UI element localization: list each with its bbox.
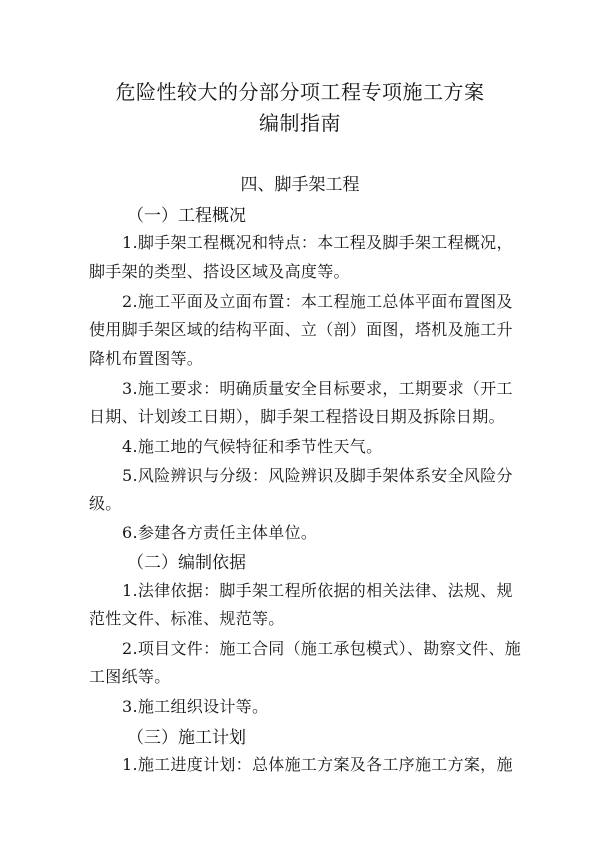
paragraph-line: 降机布置图等。 bbox=[89, 349, 204, 368]
paragraph-line: 6.参建各方责任主体单位。 bbox=[122, 523, 318, 542]
subsection-heading-basis: （二）编制依据 bbox=[127, 553, 246, 573]
document-title-line-2: 编制指南 bbox=[259, 111, 341, 135]
paragraph-line: 1.脚手架工程概况和特点：本工程及脚手架工程概况， bbox=[122, 233, 513, 252]
subsection-heading-plan: （三）施工计划 bbox=[127, 728, 246, 748]
paragraph-line: 工图纸等。 bbox=[89, 667, 171, 686]
paragraph-line: 脚手架的类型、搭设区域及高度等。 bbox=[89, 262, 350, 281]
paragraph-line: 3.施工要求：明确质量安全目标要求，工期要求（开工 bbox=[122, 379, 513, 398]
paragraph-line: 1.法律依据：脚手架工程所依据的相关法律、法规、规 bbox=[122, 581, 513, 600]
paragraph-line: 4.施工地的气候特征和季节性天气。 bbox=[122, 437, 383, 456]
paragraph-line: 级。 bbox=[89, 494, 122, 513]
paragraph-line: 2.项目文件：施工合同（施工承包模式）、勘察文件、施 bbox=[122, 639, 522, 658]
section-heading: 四、脚手架工程 bbox=[240, 175, 360, 195]
subsection-heading-overview: （一）工程概况 bbox=[127, 206, 246, 226]
paragraph-line: 1.施工进度计划：总体施工方案及各工序施工方案，施 bbox=[122, 755, 513, 774]
paragraph-line: 范性文件、标准、规范等。 bbox=[89, 609, 285, 628]
document-title-line-1: 危险性较大的分部分项工程专项施工方案 bbox=[115, 80, 485, 104]
paragraph-line: 2.施工平面及立面布置：本工程施工总体平面布置图及 bbox=[122, 292, 513, 311]
paragraph-line: 3.施工组织设计等。 bbox=[122, 697, 269, 716]
paragraph-line: 使用脚手架区域的结构平面、立（剖）面图，塔机及施工升 bbox=[89, 320, 513, 339]
paragraph-line: 日期、计划竣工日期），脚手架工程搭设日期及拆除日期。 bbox=[89, 407, 505, 426]
paragraph-line: 5.风险辨识与分级：风险辨识及脚手架体系安全风险分 bbox=[122, 466, 513, 485]
